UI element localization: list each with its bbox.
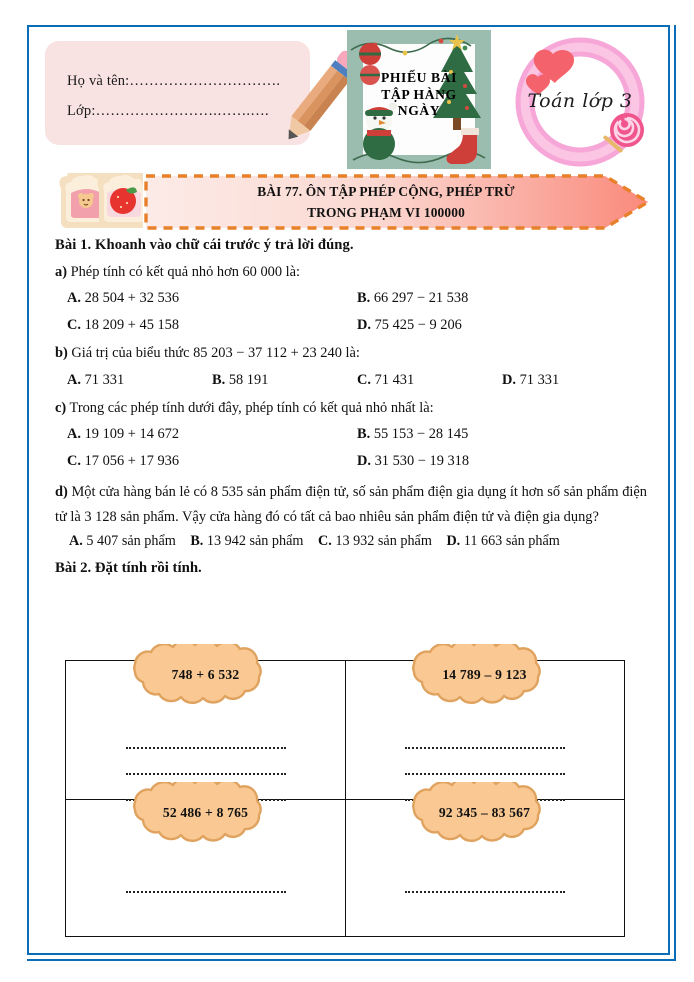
option-key: A. <box>69 532 83 549</box>
subject-badge <box>505 30 655 175</box>
answer-line[interactable] <box>126 891 286 893</box>
question-d-options <box>55 533 647 550</box>
cloud-expression: 92 345 – 83 567 <box>438 804 531 820</box>
question-a-options-row1 <box>55 290 647 307</box>
question-c-label: c) <box>55 399 67 416</box>
student-class-field[interactable]: Lớp:…………………….…….…. <box>67 103 269 119</box>
question-a-options-row2 <box>55 317 647 334</box>
option-text: 18 209 + 45 158 <box>84 317 180 334</box>
question-a-stem <box>55 263 647 281</box>
option-text: 5 407 sản phẩm <box>86 532 176 549</box>
option-a-A[interactable] <box>67 290 357 307</box>
option-text: 28 504 + 32 536 <box>84 290 180 307</box>
exercise-1 <box>55 237 647 577</box>
exercise-2-table <box>65 660 625 937</box>
question-c-options-row1 <box>55 426 647 443</box>
table-cell-3 <box>66 799 345 937</box>
question-b-stem <box>55 344 647 362</box>
option-b-D[interactable] <box>502 372 647 389</box>
option-a-D[interactable] <box>357 317 647 334</box>
question-b-label: b) <box>55 345 68 362</box>
option-key: B. <box>190 532 204 549</box>
question-a-text: Phép tính có kết quả nhỏ hơn 60 000 là: <box>70 264 301 280</box>
option-b-A[interactable] <box>67 372 212 389</box>
worksheet-subtitle <box>345 70 493 120</box>
table-cell-2 <box>345 661 624 799</box>
option-d-B[interactable] <box>190 533 307 549</box>
lesson-banner-text <box>171 182 601 224</box>
option-key: C. <box>67 317 81 334</box>
student-info-box <box>45 41 310 145</box>
option-key: C. <box>357 371 371 388</box>
answer-line[interactable] <box>405 747 565 749</box>
option-key: A. <box>67 371 81 388</box>
option-d-A[interactable] <box>69 533 179 549</box>
question-c-text: Trong các phép tính dưới đây, phép tính có kết quả nhỏ nhất là: <box>69 399 434 416</box>
cloud-expression: 52 486 + 8 765 <box>162 804 249 820</box>
option-key: D. <box>446 532 461 549</box>
option-text: 58 191 <box>228 371 269 388</box>
option-key: D. <box>357 317 371 334</box>
lesson-banner-line2: TRONG PHẠM VI 100000 <box>307 204 465 220</box>
cloud-expression: 748 + 6 532 <box>171 667 240 682</box>
option-c-B[interactable] <box>357 426 647 443</box>
option-c-C[interactable] <box>67 453 357 470</box>
question-c-stem <box>55 399 647 417</box>
worksheet-subtitle-line2: TẬP HÀNG <box>381 86 457 102</box>
option-text: 13 932 sản phẩm <box>335 532 432 549</box>
option-d-C[interactable] <box>318 533 435 549</box>
option-d-D[interactable] <box>446 533 559 549</box>
option-text: 71 331 <box>519 371 560 388</box>
worksheet-header <box>27 25 670 173</box>
toast-icon <box>55 173 143 229</box>
answer-line[interactable] <box>126 773 286 775</box>
cloud-4 <box>390 782 580 848</box>
option-a-C[interactable] <box>67 317 357 334</box>
worksheet-subtitle-line3: NGÀY <box>397 103 441 119</box>
lesson-banner <box>143 173 655 231</box>
question-b-text: Giá trị của biểu thức 85 203 − 37 112 + 23 240 là: <box>71 345 360 362</box>
table-cell-1 <box>66 661 345 799</box>
option-key: B. <box>357 290 371 307</box>
option-key: C. <box>318 532 332 549</box>
cloud-3 <box>111 782 301 848</box>
option-text: 13 942 sản phẩm <box>206 532 304 549</box>
option-text: 31 530 − 19 318 <box>374 453 470 470</box>
option-key: D. <box>502 371 516 388</box>
option-c-A[interactable] <box>67 426 357 443</box>
option-key: C. <box>67 453 81 470</box>
option-key: D. <box>357 453 371 470</box>
answer-line[interactable] <box>405 891 565 893</box>
option-b-C[interactable] <box>357 372 502 389</box>
option-key: B. <box>357 426 371 443</box>
lesson-banner-line1: BÀI 77. ÔN TẬP PHÉP CỘNG, PHÉP TRỪ <box>257 184 515 199</box>
exercise-2-heading: Bài 2. Đặt tính rồi tính. <box>55 559 202 576</box>
cloud-2 <box>390 644 580 710</box>
option-text: 19 109 + 14 672 <box>84 426 180 443</box>
student-name-field[interactable]: Họ và tên:…………………………. <box>67 73 281 89</box>
option-key: A. <box>67 426 81 443</box>
cloud-1 <box>111 644 301 710</box>
option-b-B[interactable] <box>212 372 357 389</box>
option-text: 71 331 <box>84 371 125 388</box>
option-c-D[interactable] <box>357 453 647 470</box>
worksheet-content <box>27 25 670 955</box>
table-cell-4 <box>345 799 624 937</box>
question-d-text: Một cửa hàng bán lẻ có 8 535 sản phẩm điện tử, số sản phẩm điện gia dụng ít hơn số sản phẩm điện tử là 3 128 sản phẩm. Vậy cửa hàng đó có tất cả bao nhiêu sản phẩm điện tử và điện gia dụng? <box>55 484 647 526</box>
option-a-B[interactable] <box>357 290 647 307</box>
option-text: 17 056 + 17 936 <box>84 453 180 470</box>
option-text: 75 425 − 9 206 <box>374 317 462 334</box>
option-key: B. <box>212 371 226 388</box>
christmas-frame <box>345 28 493 171</box>
option-text: 71 431 <box>374 371 415 388</box>
exercise-1-heading: Bài 1. Khoanh vào chữ cái trước ý trả lời đúng. <box>55 237 354 253</box>
cloud-expression: 14 789 – 9 123 <box>442 667 527 682</box>
answer-line[interactable] <box>405 773 565 775</box>
question-d-label: d) <box>55 484 68 501</box>
option-key: A. <box>67 290 81 307</box>
question-c-options-row2 <box>55 453 647 470</box>
option-text: 11 663 sản phẩm <box>463 532 560 549</box>
subject-badge-label: Toán lớp 3 <box>527 90 633 112</box>
option-text: 66 297 − 21 538 <box>373 290 469 307</box>
answer-line[interactable] <box>126 747 286 749</box>
lesson-banner-row <box>27 173 670 235</box>
worksheet-subtitle-line1: PHIẾU BÀI <box>380 70 458 85</box>
option-text: 55 153 − 28 145 <box>373 426 469 443</box>
question-d-stem <box>55 480 647 530</box>
question-b-options <box>55 372 647 389</box>
question-a-label: a) <box>55 264 67 280</box>
